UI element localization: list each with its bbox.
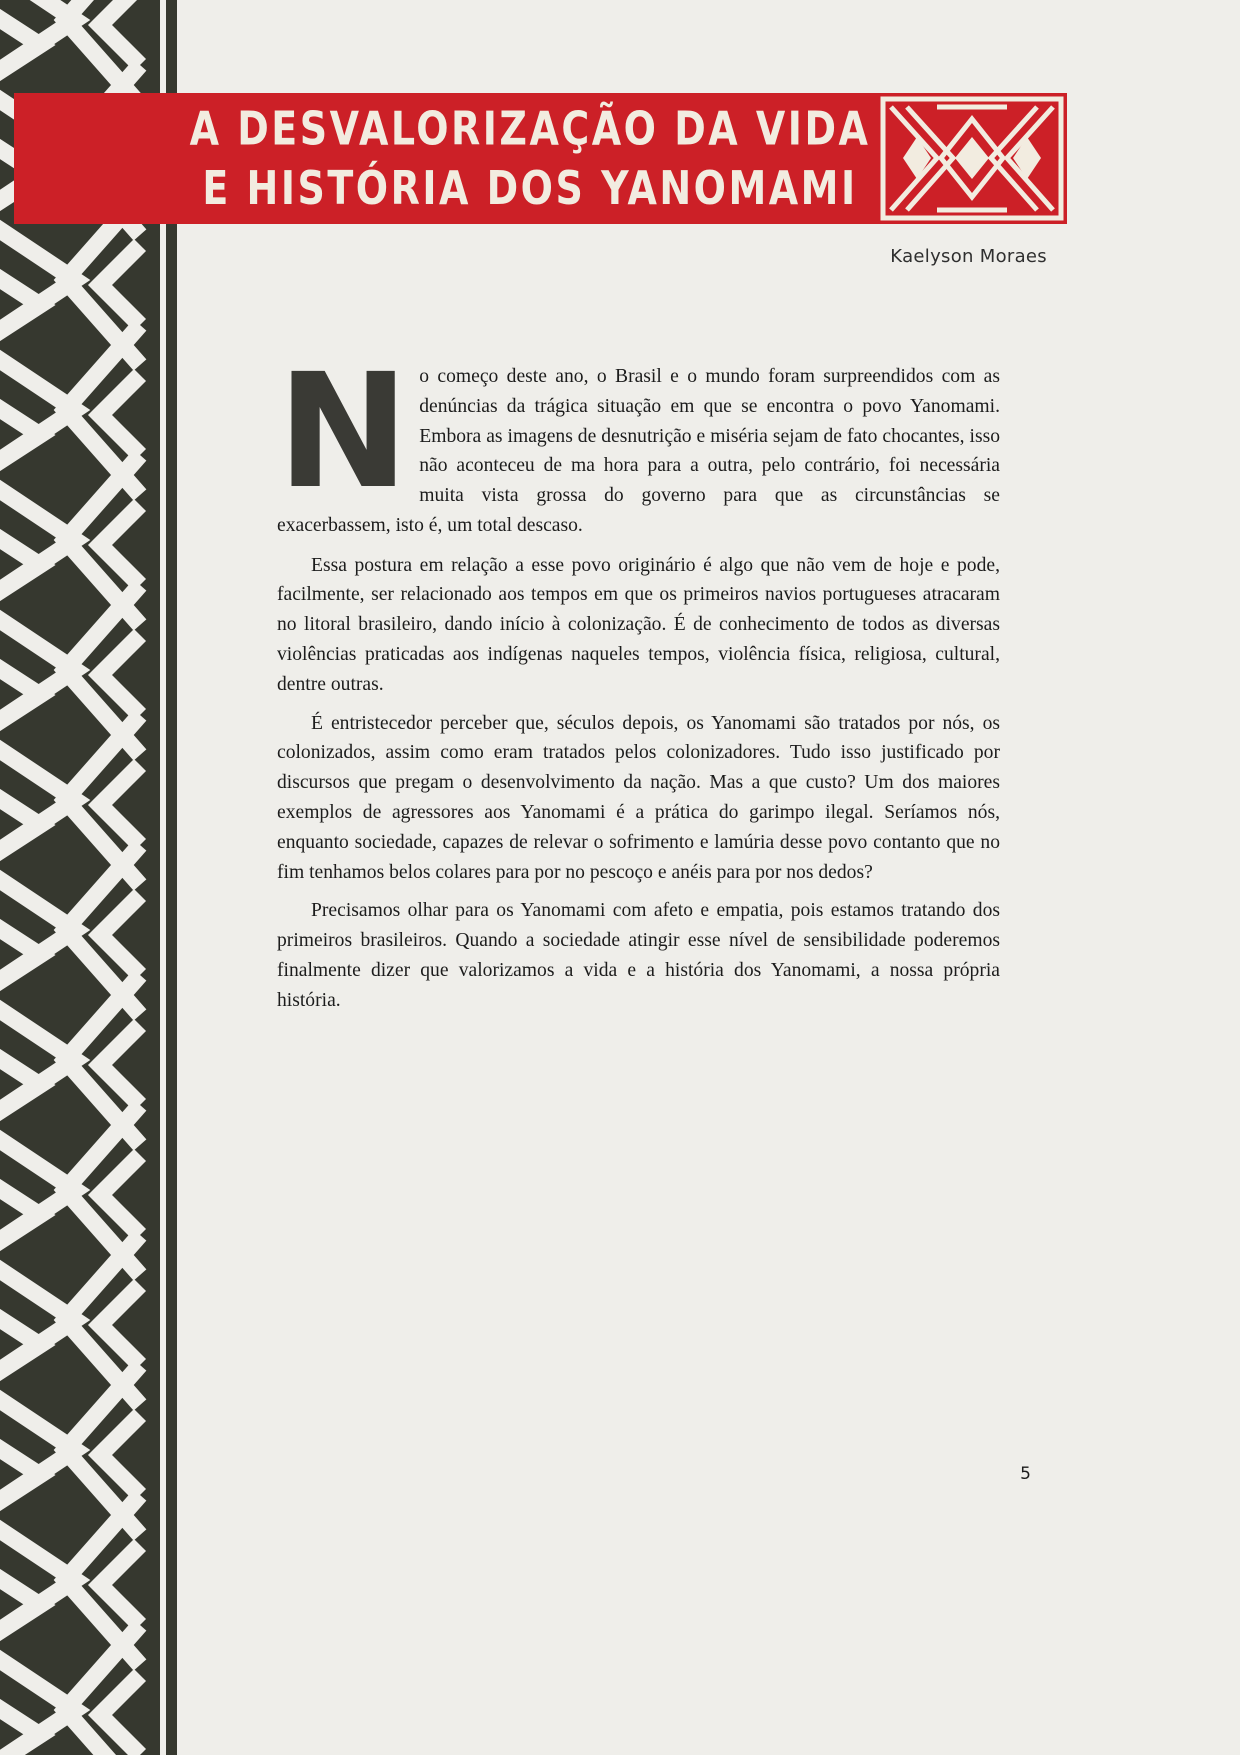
band-vertical-rule [166,0,177,1755]
article-body [277,340,1000,1021]
paragraph-2: Essa postura em relação a esse povo originário é algo que não vem de hoje e pode, facilmente, ser relacionado aos tempos em que os primeiros navios portugueses atracaram no litoral brasileiro, dando início à colonização. É de conhecimento de todos as diversas violências praticadas aos indígenas naqueles tempos, violência física, religiosa, cultural, dentre outras. [277,554,1000,695]
page-number: 5 [1020,1464,1031,1484]
page-title-line-1: A DESVALORIZAÇÃO DA VIDA [189,101,871,155]
page-title-line-2: E HISTÓRIA DOS YANOMAMI [202,161,858,216]
left-decorative-band [0,0,186,1755]
page-title [189,86,871,232]
chevron-pattern-graphic [0,0,160,1755]
diamond-motif-icon [877,93,1067,224]
author-byline: Kaelyson Moraes [890,246,1047,267]
paragraph-4: Precisamos olhar para os Yanomami com afeto e empatia, pois estamos tratando dos primeiros brasileiros. Quando a sociedade atingir esse nível de sensibilidade poderemos finalmente dizer que valorizamos a vida e a história dos Yanomami, a nossa própria história. [277,900,1000,1011]
paragraph-3: É entristecedor perceber que, séculos depois, os Yanomami são tratados por nós, os colonizados, assim como eram tratados pelos colonizadores. Tudo isso justificado por discursos que pregam o desenvolvimento da nação. Mas a que custo? Um dos maiores exemplos de agressores aos Yanomami é a prática do garimpo ilegal. Seríamos nós, enquanto sociedade, capazes de relevar o sofrimento e lamúria desse povo contanto que no fim tenhamos belos colares para por no pescoço e anéis para por nos dedos? [277,712,1000,883]
paragraph-1: No começo deste ano, o Brasil e o mundo foram surpreendidos com as denúncias da trágica situação em que se encontra o povo Yanomami. Embora as imagens de desnutrição e miséria sejam de fato chocantes, isso não aconteceu de ma hora para a outra, pelo contrário, foi necessária muita vista grossa do governo para que as circunstâncias se exacerbassem, isto é, um total descaso. [277,340,1000,536]
